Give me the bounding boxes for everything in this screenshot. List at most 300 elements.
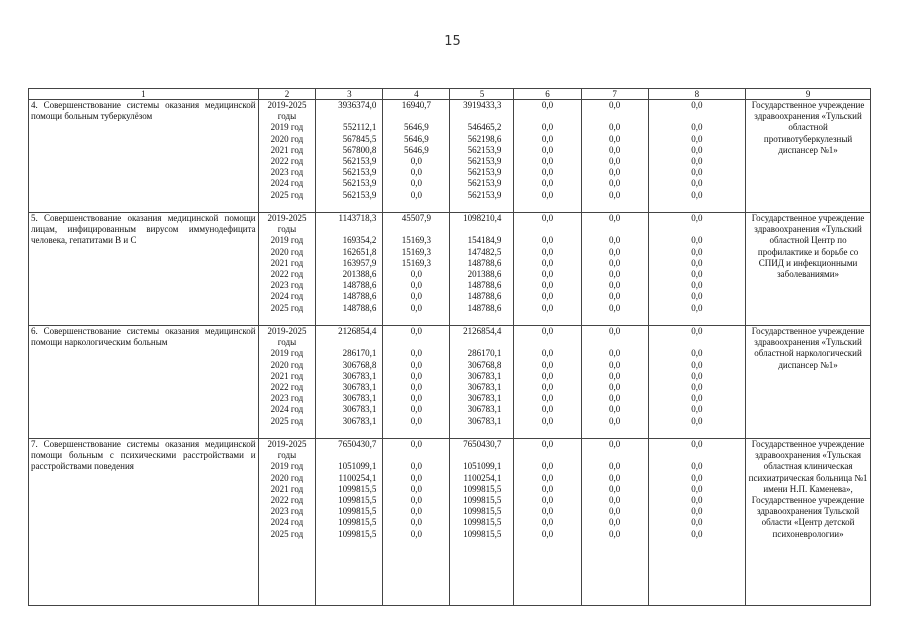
cell-value: 0,0 — [410, 167, 423, 178]
cell-value: 0,0 — [410, 370, 423, 381]
table-row — [29, 326, 871, 439]
cell-value: 0,0 — [541, 348, 554, 359]
cell-value: 0,0 — [691, 257, 703, 268]
column-header: 6 — [514, 89, 581, 100]
cell-value: 306783,1 — [467, 415, 502, 426]
cell-value: 0,0 — [541, 167, 554, 178]
cell-value: 1099815,5 — [463, 483, 502, 494]
cell-value: 0,0 — [608, 381, 621, 392]
period-cell — [258, 439, 316, 606]
column-header: 4 — [383, 89, 450, 100]
cell-value: 0,0 — [541, 291, 554, 302]
cell-value: 0,0 — [410, 268, 423, 279]
period-cell — [258, 213, 316, 326]
cell-value: 562153,9 — [467, 167, 502, 178]
cell-value: 1143718,3 — [338, 213, 377, 223]
cell-value: 2025 год — [270, 302, 304, 313]
cell-value: 1099815,5 — [463, 528, 502, 539]
cell-value: 306783,1 — [342, 381, 377, 392]
cell-value: 0,0 — [608, 167, 621, 178]
cell-value: 1100254,1 — [463, 472, 502, 483]
cell-value: 0,0 — [410, 348, 423, 359]
municipal-amount-cell — [514, 326, 581, 439]
federal-amount-cell — [383, 439, 450, 606]
cell-value: 1051099,1 — [338, 461, 377, 472]
cell-value: 0,0 — [691, 494, 703, 505]
cell-value: 148788,6 — [467, 280, 502, 291]
cell-value: 2126854,4 — [463, 326, 502, 336]
activity-name-cell: 4. Совершенствование системы оказания медицинской помощи больным туберкулёзом — [29, 100, 259, 213]
spacer — [452, 111, 511, 122]
cell-value: 2019-2025 годы — [267, 439, 307, 461]
column-header: 8 — [648, 89, 746, 100]
cell-value: 0,0 — [608, 348, 621, 359]
executor-cell: Государственное учреждение здравоохранения «Тульский областной Центр по профилактике и борьбе со СПИД и инфекционными заболеваниями» — [746, 213, 871, 326]
cell-value: 0,0 — [410, 155, 423, 166]
cell-value: 2019-2025 годы — [267, 326, 307, 348]
cell-value: 562153,9 — [467, 144, 502, 155]
cell-value: 2019 год — [270, 461, 304, 472]
cell-value: 0,0 — [691, 235, 703, 246]
cell-value: 2019 год — [270, 235, 304, 246]
period-cell — [258, 326, 316, 439]
column-header: 2 — [258, 89, 316, 100]
cell-value: 0,0 — [608, 235, 621, 246]
municipal-amount-cell — [514, 439, 581, 606]
cell-value: 2020 год — [270, 472, 304, 483]
cell-value: 1098210,4 — [463, 213, 502, 223]
cell-value: 0,0 — [691, 483, 703, 494]
cell-value: 0,0 — [691, 381, 703, 392]
cell-value: 0,0 — [608, 133, 621, 144]
cell-value: 306783,1 — [467, 404, 502, 415]
cell-value: 0,0 — [410, 461, 423, 472]
cell-value: 201388,6 — [467, 268, 502, 279]
cell-value: 0,0 — [541, 439, 554, 449]
cell-value: 7650430,7 — [338, 439, 377, 449]
cell-value: 306783,1 — [342, 393, 377, 404]
cell-value: 0,0 — [608, 359, 621, 370]
cell-value: 1099815,5 — [338, 494, 377, 505]
cell-value: 0,0 — [410, 291, 423, 302]
cell-value: 2022 год — [270, 155, 304, 166]
cell-value: 0,0 — [541, 268, 554, 279]
cell-value: 0,0 — [410, 472, 423, 483]
header-row — [29, 89, 871, 100]
cell-value: 0,0 — [541, 506, 554, 517]
cell-value: 1099815,5 — [338, 517, 377, 528]
cell-value: 2019 год — [270, 122, 304, 133]
cell-value: 567800,8 — [342, 144, 377, 155]
other-amount-cell — [648, 213, 746, 326]
program-activities-table — [28, 88, 871, 606]
cell-value: 0,0 — [691, 100, 703, 110]
cell-value: 306783,1 — [467, 381, 502, 392]
cell-value: 2020 год — [270, 246, 304, 257]
table-row — [29, 213, 871, 326]
cell-value: 0,0 — [541, 461, 554, 472]
cell-value: 2020 год — [270, 133, 304, 144]
cell-value: 148788,6 — [342, 302, 377, 313]
cell-value: 2025 год — [270, 189, 304, 200]
total-amount-cell — [316, 326, 383, 439]
cell-value: 0,0 — [410, 506, 423, 517]
other-amount-cell — [648, 326, 746, 439]
activity-name-cell: 5. Совершенствование оказания медицинской помощи лицам, инфицированным вирусом иммунодефицита человека, гепатитами В и С — [29, 213, 259, 326]
cell-value: 306783,1 — [342, 404, 377, 415]
table-row — [29, 439, 871, 606]
cell-value: 1099815,5 — [463, 494, 502, 505]
cell-value: 0,0 — [541, 100, 554, 110]
cell-value: 562153,9 — [342, 189, 377, 200]
federal-amount-cell — [383, 213, 450, 326]
cell-value: 0,0 — [541, 235, 554, 246]
extrabudget-amount-cell — [581, 213, 648, 326]
cell-value: 0,0 — [608, 370, 621, 381]
cell-value: 0,0 — [691, 302, 703, 313]
cell-value: 0,0 — [691, 213, 703, 223]
other-amount-cell — [648, 100, 746, 213]
cell-value: 2021 год — [270, 483, 304, 494]
cell-value: 0,0 — [541, 257, 554, 268]
cell-value: 5646,9 — [404, 144, 429, 155]
cell-value: 0,0 — [541, 517, 554, 528]
spacer — [385, 337, 447, 348]
cell-value: 0,0 — [608, 494, 621, 505]
cell-value: 0,0 — [410, 280, 423, 291]
cell-value: 0,0 — [691, 370, 703, 381]
column-header: 9 — [746, 89, 871, 100]
cell-value: 0,0 — [410, 517, 423, 528]
cell-value: 306768,8 — [342, 359, 377, 370]
cell-value: 0,0 — [410, 415, 423, 426]
cell-value: 306783,1 — [342, 415, 377, 426]
cell-value: 0,0 — [541, 528, 554, 539]
cell-value: 0,0 — [691, 404, 703, 415]
spacer — [651, 337, 744, 348]
cell-value: 0,0 — [608, 189, 621, 200]
cell-value: 0,0 — [691, 528, 703, 539]
cell-value: 45507,9 — [401, 213, 432, 223]
extrabudget-amount-cell — [581, 326, 648, 439]
cell-value: 148788,6 — [467, 291, 502, 302]
cell-value: 0,0 — [691, 189, 703, 200]
cell-value: 0,0 — [691, 167, 703, 178]
cell-value: 0,0 — [691, 178, 703, 189]
municipal-amount-cell — [514, 213, 581, 326]
cell-value: 0,0 — [691, 246, 703, 257]
cell-value: 562153,9 — [342, 178, 377, 189]
cell-value: 2025 год — [270, 528, 304, 539]
cell-value: 0,0 — [608, 280, 621, 291]
cell-value: 0,0 — [691, 359, 703, 370]
cell-value: 0,0 — [691, 280, 703, 291]
cell-value: 0,0 — [691, 461, 703, 472]
cell-value: 5646,9 — [404, 122, 429, 133]
cell-value: 306783,1 — [467, 393, 502, 404]
page-number: 15 — [444, 34, 461, 49]
cell-value: 0,0 — [541, 393, 554, 404]
column-header: 3 — [316, 89, 383, 100]
spacer — [385, 224, 447, 235]
cell-value: 0,0 — [410, 528, 423, 539]
spacer — [516, 450, 578, 461]
cell-value: 0,0 — [608, 517, 621, 528]
cell-value: 0,0 — [541, 370, 554, 381]
cell-value: 2024 год — [270, 178, 304, 189]
cell-value: 0,0 — [691, 439, 703, 449]
cell-value: 0,0 — [541, 326, 554, 336]
cell-value: 2126854,4 — [338, 326, 377, 336]
cell-value: 2023 год — [270, 393, 304, 404]
cell-value: 2025 год — [270, 415, 304, 426]
spacer — [584, 111, 646, 122]
cell-value: 162651,8 — [342, 246, 377, 257]
cell-value: 2023 год — [270, 280, 304, 291]
spacer — [318, 111, 380, 122]
cell-value: 0,0 — [541, 213, 554, 223]
cell-value: 0,0 — [691, 415, 703, 426]
executor-cell: Государственное учреждение здравоохранения «Тульский областной противотуберкулезный диспансер №1» — [746, 100, 871, 213]
cell-value: 286170,1 — [467, 348, 502, 359]
spacer — [651, 111, 744, 122]
cell-value: 2019 год — [270, 348, 304, 359]
cell-value: 2021 год — [270, 257, 304, 268]
total-amount-cell — [316, 439, 383, 606]
cell-value: 0,0 — [410, 302, 423, 313]
cell-value: 0,0 — [608, 178, 621, 189]
cell-value: 148788,6 — [467, 257, 502, 268]
cell-value: 148788,6 — [342, 280, 377, 291]
spacer — [516, 111, 578, 122]
spacer — [651, 450, 744, 461]
spacer — [584, 337, 646, 348]
cell-value: 0,0 — [608, 246, 621, 257]
cell-value: 0,0 — [541, 178, 554, 189]
cell-value: 2023 год — [270, 167, 304, 178]
cell-value: 0,0 — [691, 472, 703, 483]
cell-value: 0,0 — [541, 483, 554, 494]
cell-value: 0,0 — [608, 528, 621, 539]
regional-amount-cell — [450, 213, 514, 326]
cell-value: 306768,8 — [467, 359, 502, 370]
spacer — [651, 224, 744, 235]
cell-value: 15169,3 — [401, 235, 432, 246]
spacer — [318, 224, 380, 235]
cell-value: 163957,9 — [342, 257, 377, 268]
spacer — [452, 224, 511, 235]
cell-value: 15169,3 — [401, 246, 432, 257]
cell-value: 0,0 — [541, 381, 554, 392]
cell-value: 0,0 — [608, 291, 621, 302]
cell-value: 0,0 — [410, 189, 423, 200]
cell-value: 2022 год — [270, 268, 304, 279]
spacer — [385, 450, 447, 461]
cell-value: 552112,1 — [342, 122, 377, 133]
cell-value: 567845,5 — [342, 133, 377, 144]
cell-value: 2021 год — [270, 144, 304, 155]
regional-amount-cell — [450, 100, 514, 213]
cell-value: 0,0 — [541, 280, 554, 291]
cell-value: 0,0 — [691, 133, 703, 144]
cell-value: 0,0 — [410, 359, 423, 370]
cell-value: 0,0 — [691, 326, 703, 336]
column-header: 7 — [581, 89, 648, 100]
cell-value: 562153,9 — [467, 155, 502, 166]
cell-value: 2022 год — [270, 494, 304, 505]
cell-value: 3936374,0 — [338, 100, 377, 110]
cell-value: 2024 год — [270, 404, 304, 415]
cell-value: 2023 год — [270, 506, 304, 517]
cell-value: 0,0 — [608, 393, 621, 404]
cell-value: 2022 год — [270, 381, 304, 392]
cell-value: 0,0 — [691, 122, 703, 133]
cell-value: 0,0 — [608, 506, 621, 517]
spacer — [516, 224, 578, 235]
cell-value: 2021 год — [270, 370, 304, 381]
cell-value: 0,0 — [541, 133, 554, 144]
cell-value: 0,0 — [541, 246, 554, 257]
cell-value: 7650430,7 — [463, 439, 502, 449]
cell-value: 0,0 — [608, 415, 621, 426]
cell-value: 0,0 — [410, 393, 423, 404]
executor-cell: Государственное учреждение здравоохранения «Тульский областной наркологический диспансер №1» — [746, 326, 871, 439]
spacer — [318, 450, 380, 461]
regional-amount-cell — [450, 326, 514, 439]
cell-value: 1051099,1 — [463, 461, 502, 472]
cell-value: 562153,9 — [467, 178, 502, 189]
executor-cell: Государственное учреждение здравоохранения «Тульская областная клиническая психиатрическая больница №1 имени Н.П. Каменева», Государственное учреждение здравоохранения Тульской области «Центр детской психоневрологии» — [746, 439, 871, 606]
cell-value: 546465,2 — [467, 122, 502, 133]
cell-value: 5646,9 — [404, 133, 429, 144]
column-header: 1 — [29, 89, 259, 100]
cell-value: 1099815,5 — [463, 506, 502, 517]
cell-value: 1099815,5 — [338, 506, 377, 517]
cell-value: 1099815,5 — [338, 483, 377, 494]
cell-value: 0,0 — [541, 302, 554, 313]
cell-value: 148788,6 — [342, 291, 377, 302]
cell-value: 0,0 — [410, 326, 423, 336]
spacer — [385, 111, 447, 122]
period-cell — [258, 100, 316, 213]
spacer — [452, 450, 511, 461]
other-amount-cell — [648, 439, 746, 606]
cell-value: 2019-2025 годы — [267, 100, 307, 122]
cell-value: 0,0 — [541, 144, 554, 155]
cell-value: 3919433,3 — [463, 100, 502, 110]
cell-value: 0,0 — [691, 291, 703, 302]
cell-value: 0,0 — [691, 268, 703, 279]
cell-value: 0,0 — [608, 326, 621, 336]
extrabudget-amount-cell — [581, 100, 648, 213]
cell-value: 154184,9 — [467, 235, 502, 246]
cell-value: 0,0 — [691, 506, 703, 517]
cell-value: 306783,1 — [467, 370, 502, 381]
cell-value: 562198,6 — [467, 133, 502, 144]
cell-value: 562153,9 — [342, 167, 377, 178]
cell-value: 0,0 — [541, 494, 554, 505]
regional-amount-cell — [450, 439, 514, 606]
cell-value: 0,0 — [608, 472, 621, 483]
federal-amount-cell — [383, 100, 450, 213]
cell-value: 0,0 — [608, 461, 621, 472]
cell-value: 0,0 — [541, 472, 554, 483]
spacer — [516, 337, 578, 348]
table-row — [29, 100, 871, 213]
cell-value: 1100254,1 — [338, 472, 377, 483]
cell-value: 0,0 — [410, 404, 423, 415]
cell-value: 0,0 — [541, 155, 554, 166]
cell-value: 16940,7 — [401, 100, 432, 110]
cell-value: 0,0 — [608, 213, 621, 223]
activity-name-cell: 7. Совершенствование системы оказания медицинской помощи больным с психическими расстройствами и расстройствами поведения — [29, 439, 259, 606]
cell-value: 0,0 — [608, 268, 621, 279]
cell-value: 0,0 — [410, 178, 423, 189]
cell-value: 0,0 — [691, 155, 703, 166]
extrabudget-amount-cell — [581, 439, 648, 606]
spacer — [584, 450, 646, 461]
cell-value: 0,0 — [691, 517, 703, 528]
cell-value: 201388,6 — [342, 268, 377, 279]
cell-value: 15169,3 — [401, 257, 432, 268]
cell-value: 0,0 — [608, 439, 621, 449]
cell-value: 0,0 — [608, 404, 621, 415]
cell-value: 0,0 — [691, 393, 703, 404]
cell-value: 306783,1 — [342, 370, 377, 381]
cell-value: 0,0 — [541, 359, 554, 370]
cell-value: 0,0 — [608, 483, 621, 494]
municipal-amount-cell — [514, 100, 581, 213]
cell-value: 1099815,5 — [338, 528, 377, 539]
cell-value: 0,0 — [541, 415, 554, 426]
column-header: 5 — [450, 89, 514, 100]
cell-value: 0,0 — [410, 494, 423, 505]
cell-value: 0,0 — [410, 381, 423, 392]
cell-value: 0,0 — [608, 257, 621, 268]
cell-value: 148788,6 — [467, 302, 502, 313]
cell-value: 0,0 — [608, 155, 621, 166]
spacer — [318, 337, 380, 348]
cell-value: 0,0 — [691, 348, 703, 359]
cell-value: 0,0 — [410, 439, 423, 449]
cell-value: 0,0 — [541, 122, 554, 133]
cell-value: 562153,9 — [467, 189, 502, 200]
cell-value: 0,0 — [410, 483, 423, 494]
federal-amount-cell — [383, 326, 450, 439]
cell-value: 0,0 — [541, 404, 554, 415]
cell-value: 0,0 — [608, 302, 621, 313]
cell-value: 1099815,5 — [463, 517, 502, 528]
activity-name-cell: 6. Совершенствование системы оказания медицинской помощи наркологическим больным — [29, 326, 259, 439]
cell-value: 2024 год — [270, 517, 304, 528]
spacer — [452, 337, 511, 348]
cell-value: 2019-2025 годы — [267, 213, 307, 235]
cell-value: 0,0 — [691, 144, 703, 155]
cell-value: 2024 год — [270, 291, 304, 302]
total-amount-cell — [316, 100, 383, 213]
total-amount-cell — [316, 213, 383, 326]
cell-value: 286170,1 — [342, 348, 377, 359]
cell-value: 147482,5 — [467, 246, 502, 257]
cell-value: 0,0 — [608, 144, 621, 155]
spacer — [584, 224, 646, 235]
cell-value: 169354,2 — [342, 235, 377, 246]
cell-value: 0,0 — [608, 100, 621, 110]
cell-value: 0,0 — [541, 189, 554, 200]
cell-value: 0,0 — [608, 122, 621, 133]
cell-value: 562153,9 — [342, 155, 377, 166]
cell-value: 2020 год — [270, 359, 304, 370]
